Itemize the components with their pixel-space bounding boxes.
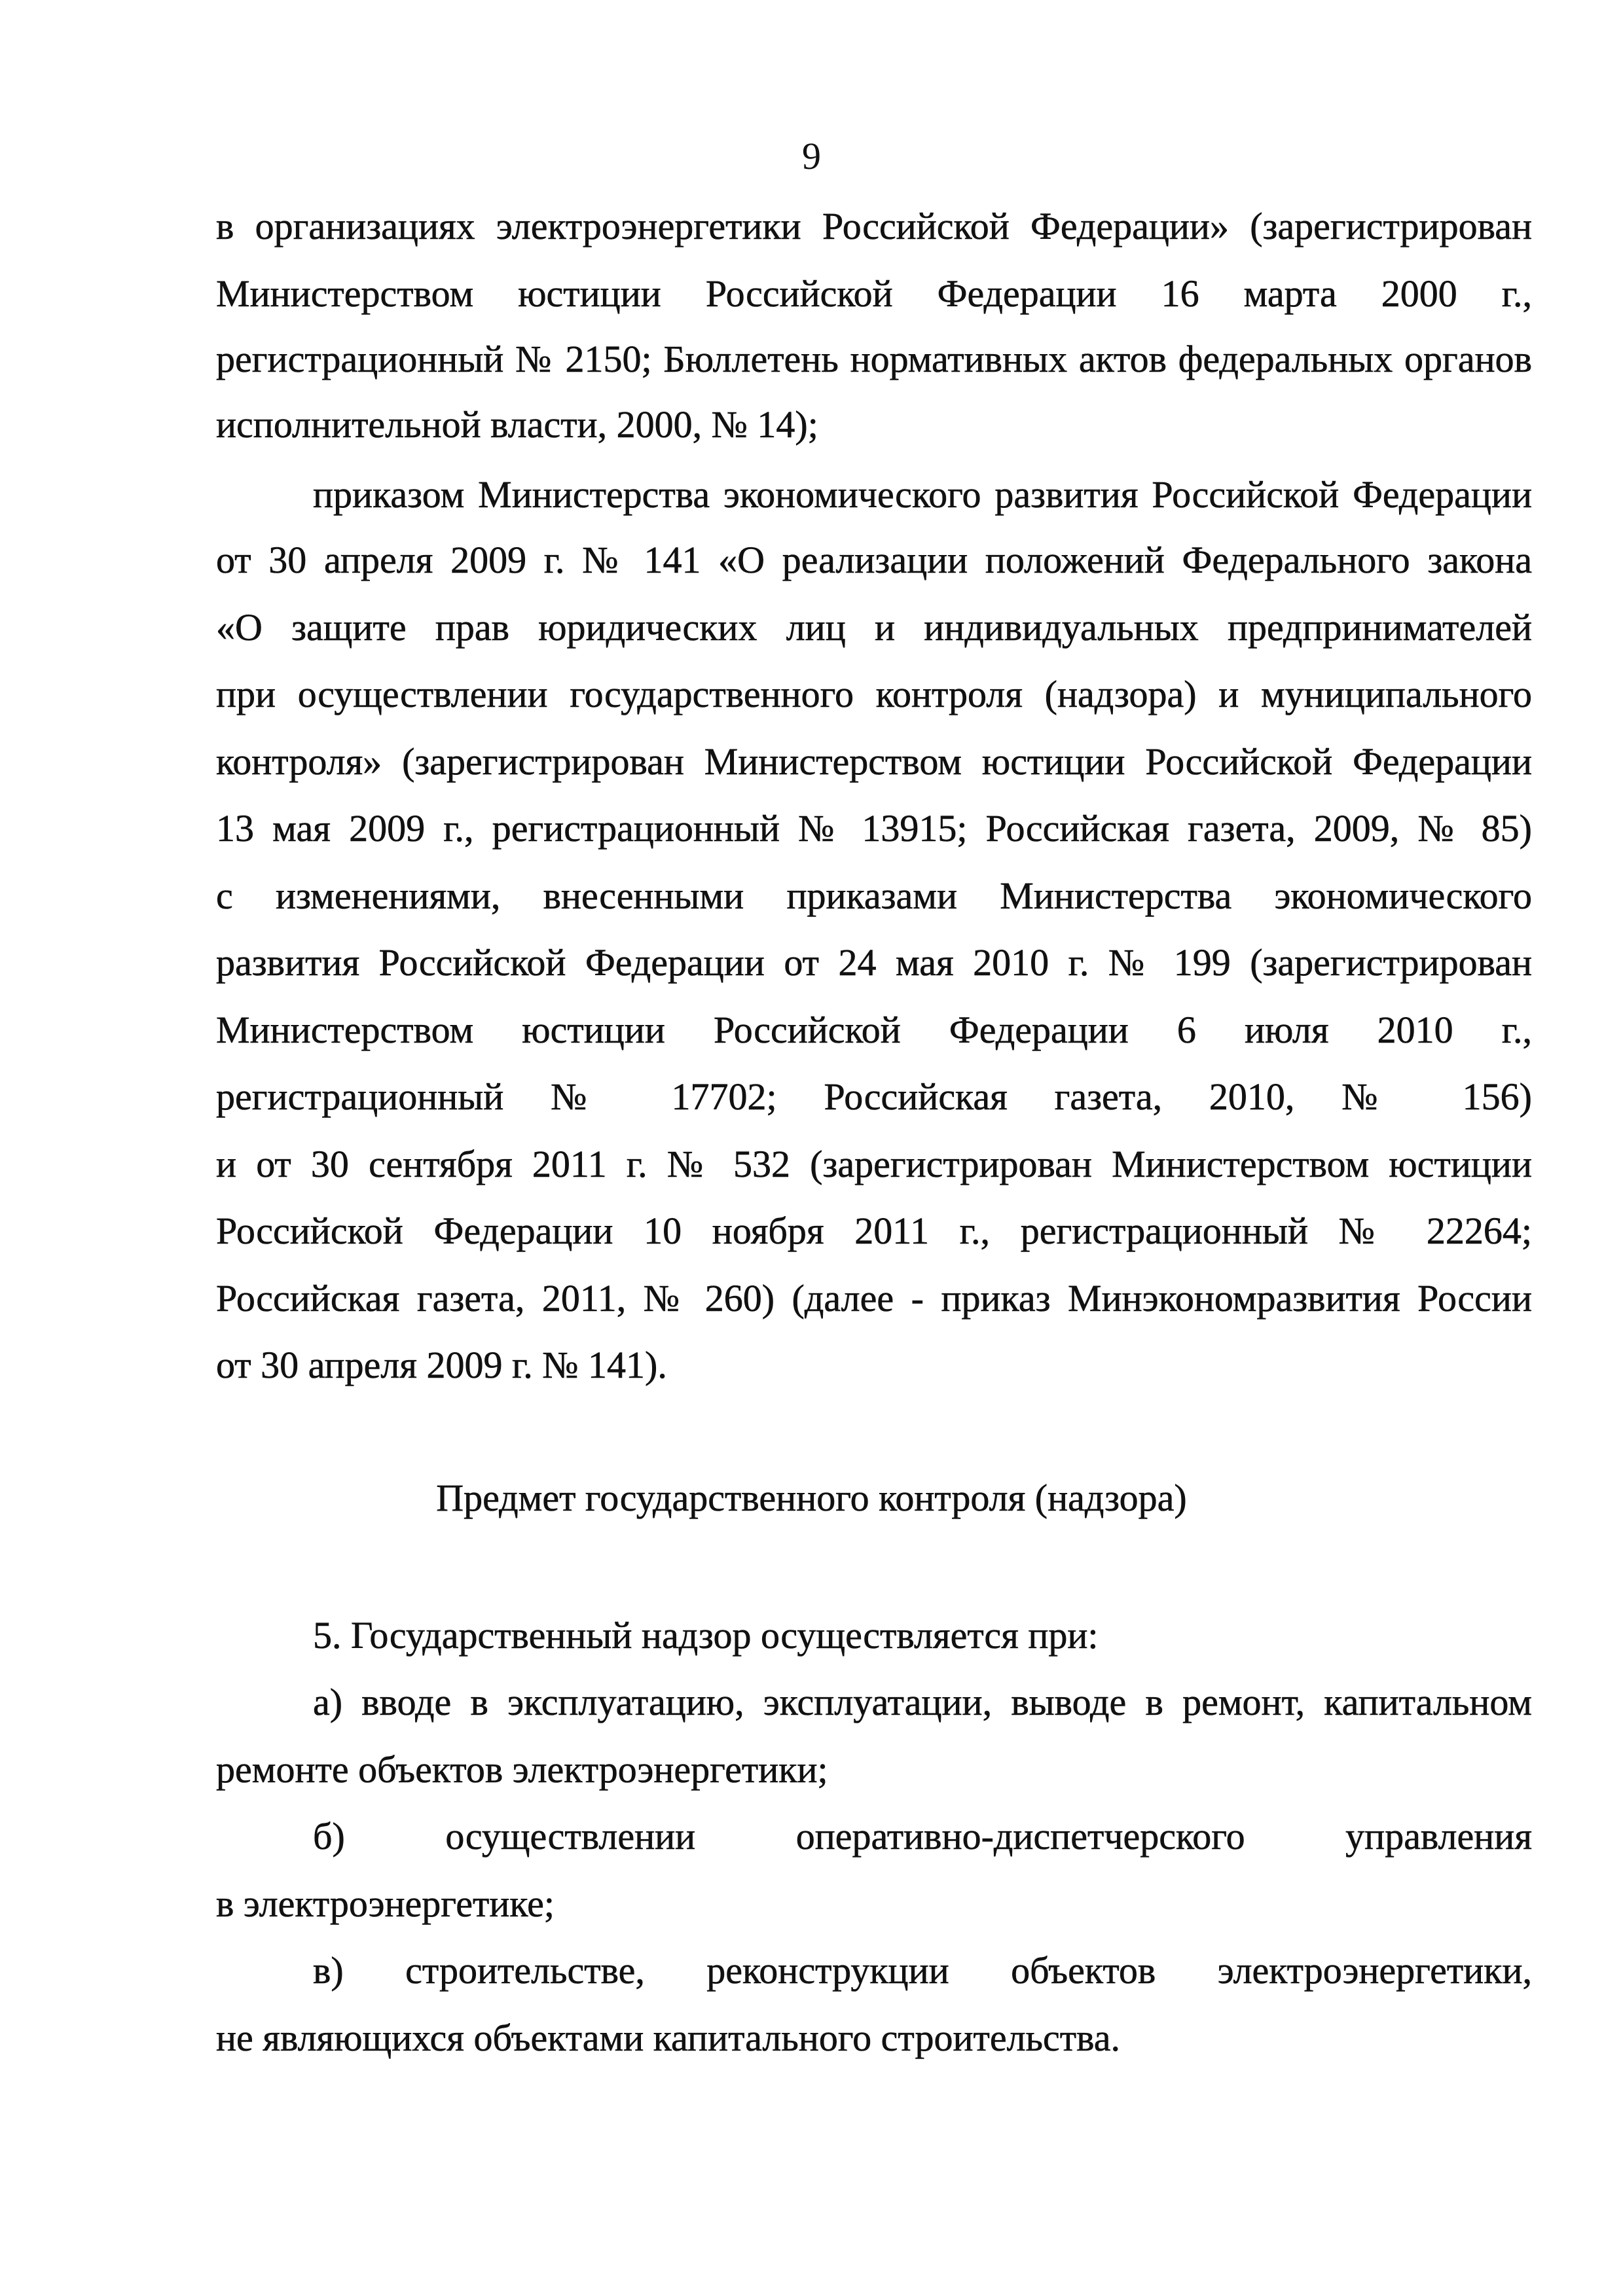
text-line: а) вводе в эксплуатацию, эксплуатации, выводе в ремонт, капитальном [313, 1681, 1532, 1723]
text-line: не являющихся объектами капитального строительства. [216, 2017, 1120, 2059]
text-line: исполнительной власти, 2000, № 14); [216, 403, 818, 446]
text-line: с изменениями, внесенными приказами Министерства экономического [216, 874, 1532, 917]
text-line: регистрационный № 17702; Российская газета, 2010, № 156) [216, 1075, 1532, 1118]
text-line: при осуществлении государственного контроля (надзора) и муниципального [216, 673, 1532, 715]
text-line: ремонте объектов электроэнергетики; [216, 1748, 828, 1791]
text-line: развития Российской Федерации от 24 мая 2010 г. № 199 (зарегистрирован [216, 941, 1532, 984]
text-line: от 30 апреля 2009 г. № 141 «О реализации положений Федерального закона [216, 539, 1532, 581]
text-line: 13 мая 2009 г., регистрационный № 13915; Российская газета, 2009, № 85) [216, 807, 1532, 850]
text-line: б) осуществлении оперативно-диспетчерского управления [313, 1815, 1532, 1857]
text-line: Российской Федерации 10 ноября 2011 г., регистрационный № 22264; [216, 1210, 1532, 1252]
text-line: «О защите прав юридических лиц и индивидуальных предпринимателей [216, 606, 1532, 649]
text-line: от 30 апреля 2009 г. № 141). [216, 1344, 667, 1386]
text-line: 5. Государственный надзор осуществляется при: [313, 1614, 1099, 1657]
page-number: 9 [802, 135, 821, 177]
text-line: в) строительстве, реконструкции объектов электроэнергетики, [313, 1949, 1532, 1992]
text-line: Министерством юстиции Российской Федерации 16 марта 2000 г., [216, 272, 1532, 315]
text-line: в организациях электроэнергетики Российской Федерации» (зарегистрирован [216, 205, 1532, 247]
text-line: и от 30 сентября 2011 г. № 532 (зарегистрирован Министерством юстиции [216, 1143, 1532, 1185]
text-line: Российская газета, 2011, № 260) (далее - приказ Минэкономразвития России [216, 1277, 1532, 1319]
text-line: приказом Министерства экономического развития Российской Федерации [313, 473, 1532, 516]
text-line: контроля» (зарегистрирован Министерством юстиции Российской Федерации [216, 740, 1532, 783]
text-line: в электроэнергетике; [216, 1882, 555, 1925]
text-line: Министерством юстиции Российской Федерации 6 июля 2010 г., [216, 1009, 1532, 1051]
text-line: регистрационный № 2150; Бюллетень нормативных актов федеральных органов [216, 338, 1532, 380]
section-heading: Предмет государственного контроля (надзора) [436, 1477, 1187, 1519]
